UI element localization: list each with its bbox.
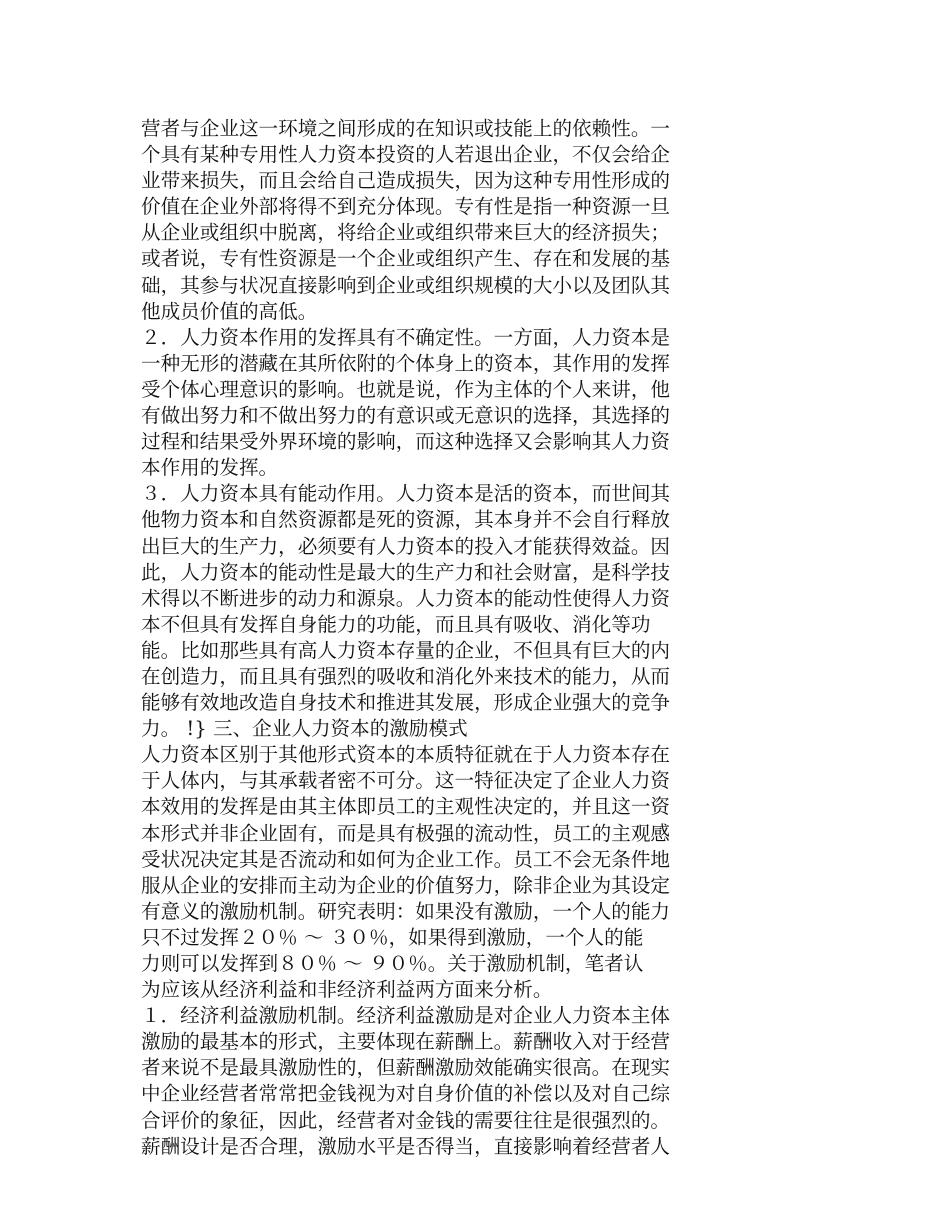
text-line: 能。比如那些具有高人力资本存量的企业，不但具有巨大的内 <box>141 638 671 662</box>
text-line: 此，人力资本的能动性是最大的生产力和社会财富，是科学技 <box>141 560 671 584</box>
text-line: 从企业或组织中脱离，将给企业或组织带来巨大的经济损失； <box>141 221 671 245</box>
text-line: 有做出努力和不做出努力的有意识或无意识的选择，其选择的 <box>141 404 671 428</box>
text-line: 本效用的发挥是由其主体即员工的主观性决定的，并且这一资 <box>141 795 671 819</box>
text-line: １．经济利益激励机制。经济利益激励是对企业人力资本主体 <box>141 1004 671 1028</box>
text-line: 出巨大的生产力，必须要有人力资本的投入才能获得效益。因 <box>141 534 671 558</box>
text-line: 业带来损失，而且会给自己造成损失，因为这种专用性形成的 <box>141 169 671 193</box>
text-line: 本不但具有发挥自身能力的功能，而且具有吸收、消化等功 <box>141 612 651 636</box>
text-line: 受个体心理意识的影响。也就是说，作为主体的个人来讲，他 <box>141 377 671 401</box>
text-line: 力。 !} 三、企业人力资本的激励模式 <box>141 717 468 741</box>
text-line: 薪酬设计是否合理，激励水平是否得当，直接影响着经营者人 <box>141 1134 671 1158</box>
text-line: ２．人力资本作用的发挥具有不确定性。一方面，人力资本是 <box>141 325 671 349</box>
text-line: 过程和结果受外界环境的影响，而这种选择又会影响其人力资 <box>141 430 671 454</box>
text-line: 人力资本区别于其他形式资本的本质特征就在于人力资本存在 <box>141 743 671 767</box>
text-line: 力则可以发挥到８０％ ～ ９０％。关于激励机制，笔者认 <box>141 952 644 975</box>
text-line: 于人体内，与其承载者密不可分。这一特征决定了企业人力资 <box>141 769 671 793</box>
text-line: ３．人力资本具有能动作用。人力资本是活的资本，而世间其 <box>141 482 671 506</box>
text-line: 服从企业的安排而主动为企业的价值努力，除非企业为其设定 <box>141 873 671 897</box>
text-line: 术得以不断进步的动力和源泉。人力资本的能动性使得人力资 <box>141 586 671 610</box>
text-line: 或者说，专有性资源是一个企业或组织产生、存在和发展的基 <box>141 247 671 271</box>
text-line: 中企业经营者常常把金钱视为对自身价值的补偿以及对自己综 <box>141 1082 671 1106</box>
document-body <box>141 116 731 1160</box>
text-line: 营者与企业这一环境之间形成的在知识或技能上的依赖性。一 <box>141 117 671 140</box>
text-line: 者来说不是最具激励性的，但薪酬激励效能确实很高。在现实 <box>141 1056 671 1080</box>
text-line: 受状况决定其是否流动和如何为企业工作。员工不会无条件地 <box>141 847 671 871</box>
text-line: 础，其参与状况直接影响到企业或组织规模的大小以及团队其 <box>141 273 671 297</box>
text-line: 激励的最基本的形式，主要体现在薪酬上。薪酬收入对于经营 <box>141 1030 671 1054</box>
text-line: 个具有某种专用性人力资本投资的人若退出企业，不仅会给企 <box>141 143 671 167</box>
text-line: 他物力资本和自然资源都是死的资源，其本身并不会自行释放 <box>141 508 671 532</box>
text-line: 有意义的激励机制。研究表明：如果没有激励，一个人的能力 <box>141 899 671 923</box>
text-line: 合评价的象征，因此，经营者对金钱的需要往往是很强烈的。 <box>141 1108 671 1132</box>
text-line: 只不过发挥２０％ ～ ３０％，如果得到激励，一个人的能 <box>141 925 644 949</box>
text-line: 本形式并非企业固有，而是具有极强的流动性，员工的主观感 <box>141 821 671 845</box>
text-line: 为应该从经济利益和非经济利益两方面来分析。 <box>141 978 553 1002</box>
text-line: 一种无形的潜藏在其所依附的个体身上的资本，其作用的发挥 <box>141 351 671 375</box>
text-line: 价值在企业外部将得不到充分体现。专有性是指一种资源一旦 <box>141 195 671 219</box>
text-line: 在创造力，而且具有强烈的吸收和消化外来技术的能力，从而 <box>141 664 671 688</box>
text-line: 本作用的发挥。 <box>141 456 279 480</box>
text-line: 能够有效地改造自身技术和推进其发展，形成企业强大的竞争 <box>141 691 671 715</box>
text-line: 他成员价值的高低。 <box>141 299 318 323</box>
